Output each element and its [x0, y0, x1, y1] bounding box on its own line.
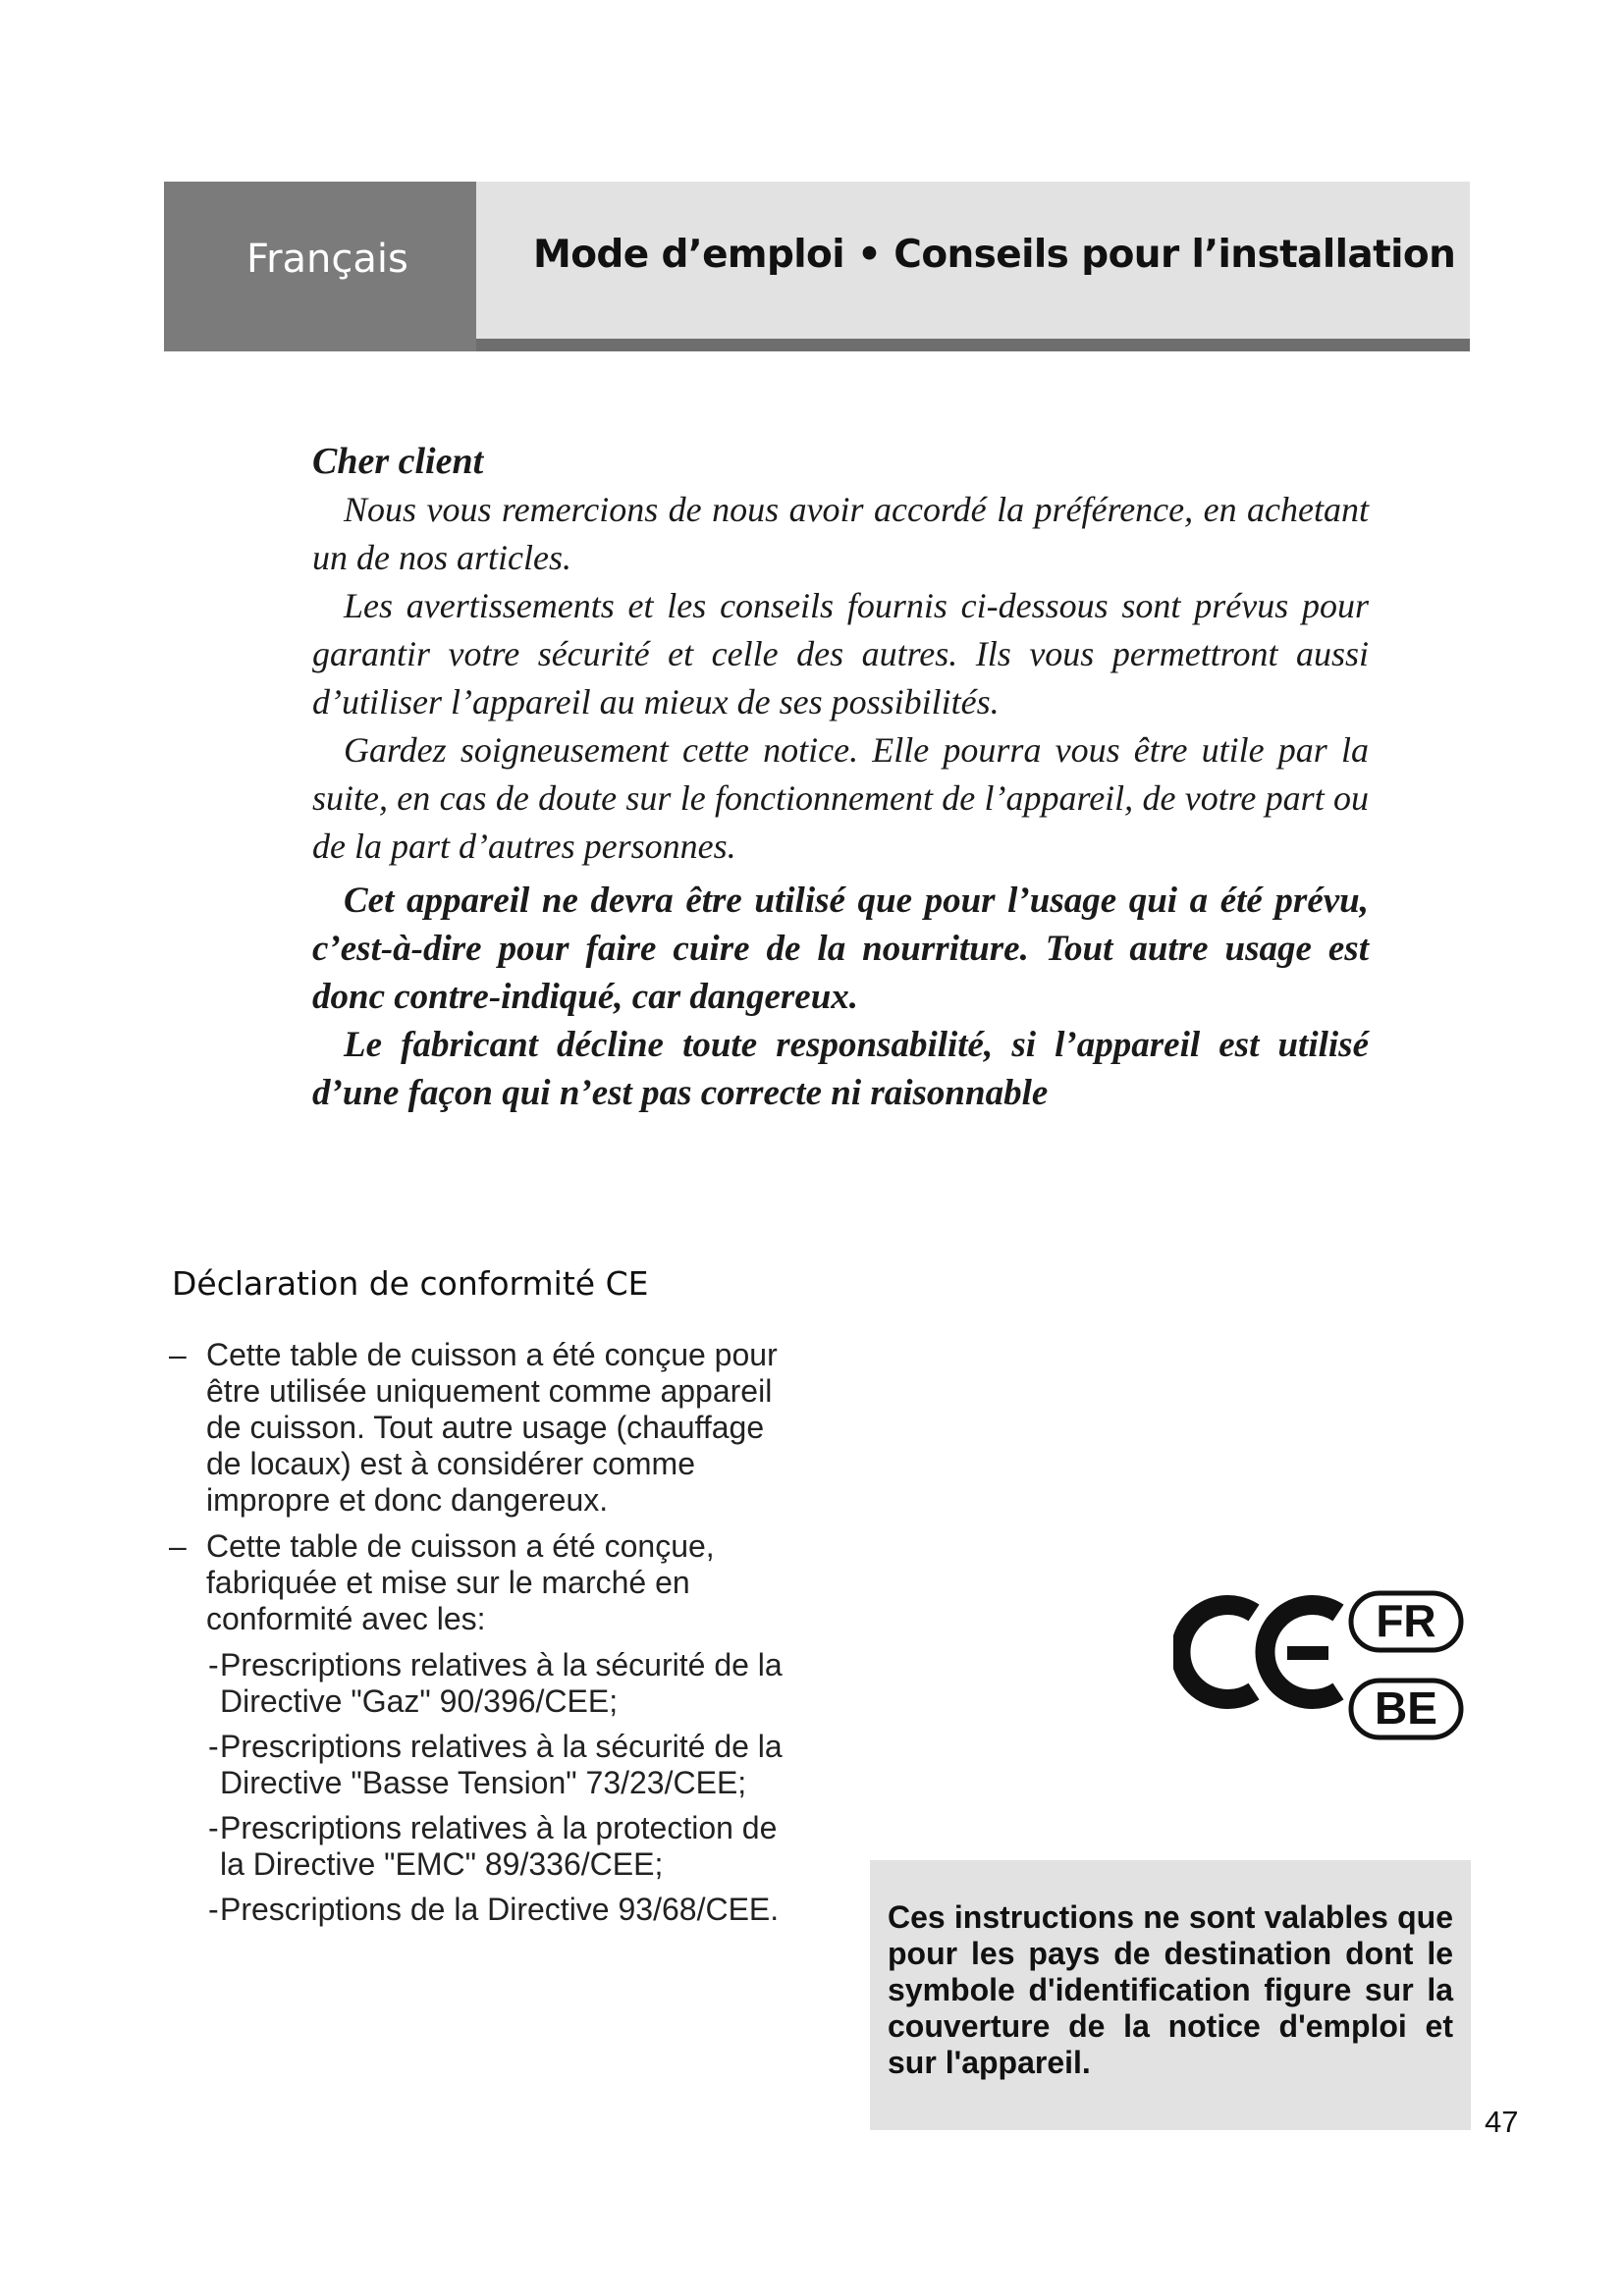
declaration-title: Déclaration de conformité CE	[172, 1264, 649, 1303]
intro-paragraph-1: Nous vous remercions de nous avoir accordé la préférence, en achetant un de nos articles.	[312, 490, 1369, 577]
country-badge-be	[1351, 1681, 1461, 1737]
country-badge-fr	[1351, 1593, 1461, 1650]
sub-dash-marker: -	[208, 1729, 219, 1764]
country-code-be: BE	[1375, 1682, 1437, 1734]
directive-text: Prescriptions de la Directive 93/68/CEE.	[220, 1892, 780, 1927]
directive-item	[169, 1729, 787, 1801]
declaration-item-text: Cette table de cuisson a été conçue, fabriquée et mise sur le marché en conformité avec les:	[206, 1528, 715, 1636]
declaration-item	[169, 1528, 787, 1637]
directive-text: Prescriptions relatives à la protection de la Directive "EMC" 89/336/CEE;	[220, 1810, 778, 1882]
sub-dash-marker: -	[208, 1647, 219, 1682]
country-code-fr: FR	[1376, 1595, 1436, 1646]
notice-box	[870, 1860, 1471, 2130]
page-title: Mode d’emploi • Conseils pour l’installation	[533, 233, 1456, 277]
declaration-item-text: Cette table de cuisson a été conçue pour être utilisée uniquement comme appareil de cuisson. Tout autre usage (chauffage de locaux) est à considérer comme impropre et donc dangereux.	[206, 1337, 778, 1518]
directive-text: Prescriptions relatives à la sécurité de la Directive "Gaz" 90/396/CEE;	[220, 1647, 783, 1719]
header-title-box	[476, 182, 1470, 339]
declaration-list	[169, 1337, 787, 1937]
usage-warning: Cet appareil ne devra être utilisé que pour l’usage qui a été prévu, c’est-à-dire pour faire cuire de la nourriture. Tout autre usage est donc contre-indiqué, car dangereux.	[312, 881, 1369, 1017]
directive-text: Prescriptions relatives à la sécurité de la Directive "Basse Tension" 73/23/CEE;	[220, 1729, 783, 1800]
directive-item	[169, 1810, 787, 1883]
liability-warning: Le fabricant décline toute responsabilité, si l’appareil est utilisé d’une façon qui n’est pas correcte ni raisonnable	[312, 1025, 1369, 1113]
dash-marker: –	[169, 1337, 187, 1372]
notice-text: Ces instructions ne sont valables que pour les pays de destination dont le symbole d'identification figure sur la couverture de la notice d'emploi et sur l'appareil.	[888, 1899, 1453, 2080]
intro-paragraph-2: Les avertissements et les conseils fournis ci-dessous sont prévus pour garantir votre sécurité et celle des autres. Ils vous permettront aussi d’utiliser l’appareil au mieux de ses possibilités.	[312, 586, 1369, 721]
directive-item	[169, 1647, 787, 1720]
page-number: 47	[1485, 2105, 1519, 2139]
intro-section	[312, 437, 1369, 1117]
sub-dash-marker: -	[208, 1810, 219, 1845]
ce-mark-icon	[1173, 1575, 1488, 1762]
declaration-item	[169, 1337, 787, 1519]
sub-dash-marker: -	[208, 1892, 219, 1927]
intro-paragraph-3: Gardez soigneusement cette notice. Elle pourra vous être utile par la suite, en cas de doute sur le fonctionnement de l’appareil, de votre part ou de la part d’autres personnes.	[312, 730, 1369, 866]
greeting: Cher client	[312, 441, 484, 482]
header-rule	[476, 339, 1470, 351]
directive-item	[169, 1892, 787, 1928]
ce-symbol	[1180, 1605, 1338, 1699]
language-tab	[164, 182, 476, 351]
dash-marker: –	[169, 1528, 187, 1564]
language-label: Français	[246, 237, 408, 282]
